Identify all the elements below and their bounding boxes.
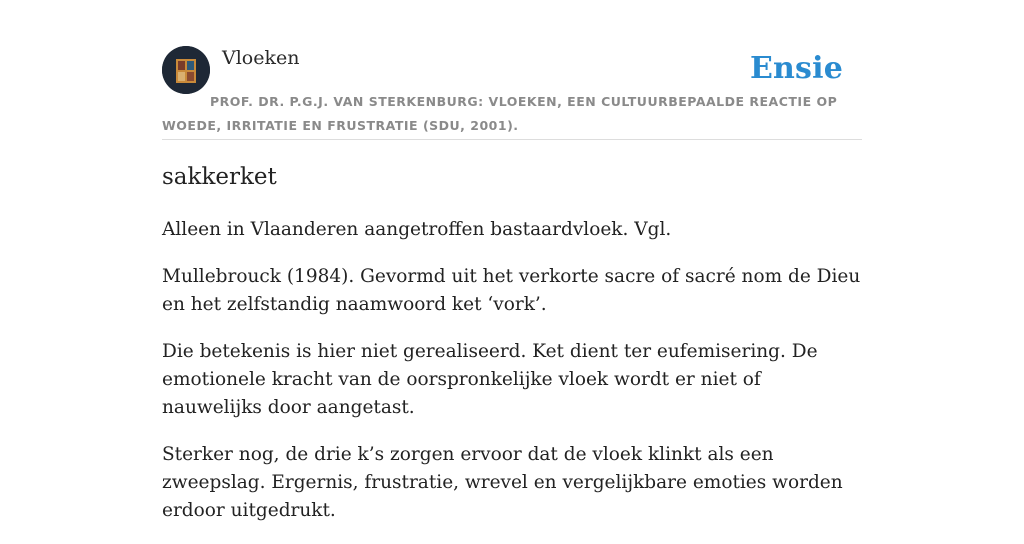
entry-definition — [162, 216, 862, 544]
entry-term: sakkerket — [162, 164, 277, 190]
definition-paragraph: Sterker nog, de drie k’s zorgen ervoor dat de vloek klinkt als een zweepslag. Ergernis, frustratie, wrevel en vergelijkbare emoties worden erdoor uitgedrukt. — [162, 444, 843, 521]
definition-paragraph: Mullebrouck (1984). Gevormd uit het verkorte sacre of sacré nom de Dieu en het zelfstandig naamwoord ket ‘vork’. — [162, 266, 861, 315]
definition-paragraph: Die betekenis is hier niet gerealiseerd. Ket dient ter eufemisering. De emotionele kracht van de oorspronkelijke vloek wordt er niet of nauwelijks door aangetast. — [162, 341, 818, 418]
definition-paragraph: Alleen in Vlaanderen aangetroffen bastaardvloek. Vgl. — [162, 219, 672, 240]
source-name[interactable]: Vloeken — [222, 47, 300, 69]
book-cover-icon — [162, 46, 210, 94]
brand-logo[interactable]: Ensie — [749, 51, 843, 86]
source-avatar[interactable] — [162, 46, 210, 94]
source-citation: PROF. DR. P.G.J. VAN STERKENBURG: VLOEKEN, EEN CULTUURBEPAALDE REACTIE OP WOEDE, IRRITATIE EN FRUSTRATIE (SDU, 2001). — [162, 94, 838, 133]
source-header — [162, 46, 862, 140]
